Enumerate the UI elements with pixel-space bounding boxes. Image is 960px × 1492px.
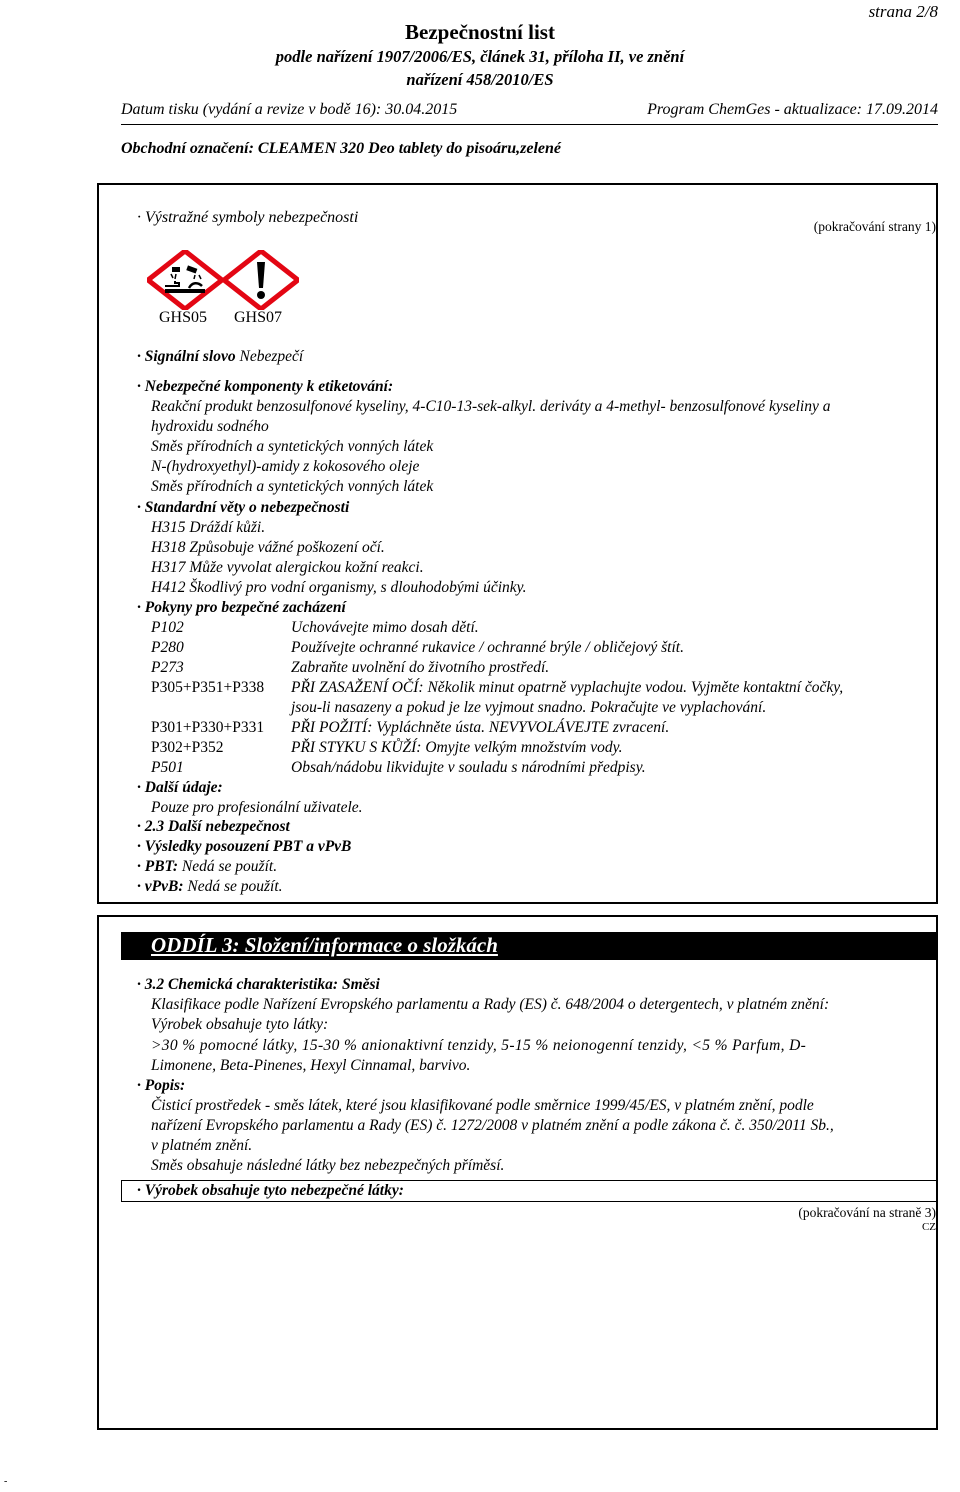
hazard-statements-label: · Standardní věty o nebezpečnosti bbox=[137, 499, 350, 516]
description-line: nařízení Evropského parlamentu a Rady (ES) č. 1272/2008 v platném znění a podle zákona č. č. 350/2011 Sb., bbox=[151, 1117, 834, 1134]
signal-word-row bbox=[137, 347, 303, 367]
precautionary-label: · Pokyny pro bezpečné zacházení bbox=[137, 599, 346, 616]
header-divider bbox=[121, 124, 938, 125]
regulation-line-1: podle nařízení 1907/2006/ES, článek 31, příloha II, ve znění bbox=[275, 47, 685, 66]
program-version: Program ChemGes - aktualizace: 17.09.2014 bbox=[647, 101, 938, 118]
precaution-code: P280 bbox=[151, 639, 184, 656]
other-hazards-heading: · 2.3 Další nebezpečnost bbox=[137, 818, 290, 835]
continuation-from-page-1: (pokračování strany 1) bbox=[813, 219, 936, 234]
vpvb-label: · vPvB: bbox=[137, 878, 184, 895]
component-line: Reakční produkt benzosulfonové kyseliny, 4-C10-13-sek-alkyl. deriváty a 4-methyl- benzosulfonové kyseliny a bbox=[151, 398, 831, 415]
page-footnote-mark: - bbox=[4, 1476, 8, 1487]
trade-name: Obchodní označení: CLEAMEN 320 Deo tablety do pisoáru,zelené bbox=[121, 140, 562, 157]
precaution-text: PŘI POŽITÍ: Vypláchněte ústa. NEVYVOLÁVEJTE zvracení. bbox=[291, 719, 670, 736]
precaution-text-continued: jsou-li nasazeny a pokud je lze vyjmout snadno. Pokračujte ve vyplachování. bbox=[291, 699, 767, 716]
precaution-code: P102 bbox=[151, 619, 184, 636]
component-line: hydroxidu sodného bbox=[151, 418, 269, 435]
page-number: strana 2/8 bbox=[868, 2, 938, 21]
signal-word-value: Nebezpečí bbox=[239, 348, 304, 365]
regulation-line-2: nařízení 458/2010/ES bbox=[406, 70, 554, 89]
hazard-statement: H318 Způsobuje vážné poškození očí. bbox=[151, 539, 385, 556]
exclamation-icon bbox=[223, 250, 299, 310]
precaution-code: P301+P330+P331 bbox=[151, 719, 265, 736]
signal-word-label: · Signální slovo bbox=[137, 348, 236, 365]
continuation-to-page-3: (pokračování na straně 3) bbox=[798, 1205, 936, 1220]
precaution-code: P302+P352 bbox=[151, 739, 224, 756]
hazard-statement: H315 Dráždí kůži. bbox=[151, 519, 266, 536]
section-3-title: ODDÍL 3: Složení/informace o složkách bbox=[151, 933, 498, 957]
precaution-text: PŘI STYKU S KŮŽÍ: Omyjte velkým množstvím vody. bbox=[291, 739, 623, 756]
hazard-statement: H412 Škodlivý pro vodní organismy, s dlouhodobými účinky. bbox=[151, 579, 527, 596]
pbt-row bbox=[137, 857, 277, 877]
vpvb-row bbox=[137, 877, 283, 897]
additional-info-text: Pouze pro profesionální uživatele. bbox=[151, 799, 363, 816]
description-line: Čisticí prostředek - směs látek, které jsou klasifikované podle směrnice 1999/45/ES, v platném znění, podle bbox=[151, 1097, 814, 1114]
description-line: v platném znění. bbox=[151, 1137, 253, 1154]
ghs07-label: GHS07 bbox=[234, 309, 283, 326]
hazard-statement: H317 Může vyvolat alergickou kožní reakci. bbox=[151, 559, 424, 576]
precaution-text: Používejte ochranné rukavice / ochranné brýle / obličejový štít. bbox=[291, 639, 684, 656]
pbt-label: · PBT: bbox=[137, 858, 179, 875]
component-line: Směs přírodních a syntetických vonných látek bbox=[151, 478, 434, 495]
chemical-characteristics-heading: · 3.2 Chemická charakteristika: Směsi bbox=[137, 976, 380, 993]
document-title: Bezpečnostní list bbox=[405, 20, 555, 44]
precaution-code: P501 bbox=[151, 759, 184, 776]
component-line: N-(hydroxyethyl)-amidy z kokosového oleje bbox=[151, 458, 420, 475]
description-label: · Popis: bbox=[137, 1077, 186, 1094]
composition-line: >30 % pomocné látky, 15-30 % anionaktivní tenzidy, 5-15 % neionogenní tenzidy, <5 % Parfum, D- bbox=[151, 1037, 807, 1054]
classification-text: Klasifikace podle Nařízení Evropského parlamentu a Rady (ES) č. 648/2004 o detergentech, v platném znění: bbox=[151, 996, 830, 1013]
description-line: Směs obsahuje následné látky bez nebezpečných příměsí. bbox=[151, 1157, 505, 1174]
precaution-text: Uchovávejte mimo dosah dětí. bbox=[291, 619, 479, 636]
precaution-code: P273 bbox=[151, 659, 184, 676]
components-label: · Nebezpečné komponenty k etiketování: bbox=[137, 378, 394, 395]
print-date: Datum tisku (vydání a revize v bodě 16): 30.04.2015 bbox=[121, 101, 458, 118]
pbt-value: Nedá se použít. bbox=[181, 858, 278, 875]
ghs05-label: GHS05 bbox=[159, 309, 208, 326]
component-line: Směs přírodních a syntetických vonných látek bbox=[151, 438, 434, 455]
composition-line: Limonene, Beta-Pinenes, Hexyl Cinnamal, barvivo. bbox=[151, 1057, 471, 1074]
precaution-code: P305+P351+P338 bbox=[151, 679, 265, 696]
hazardous-substances-heading: · Výrobek obsahuje tyto nebezpečné látky: bbox=[137, 1182, 404, 1199]
precaution-text: Zabraňte uvolnění do životního prostředí. bbox=[291, 659, 550, 676]
precaution-text: PŘI ZASAŽENÍ OČÍ: Několik minut opatrně vyplachujte vodou. Vyjměte kontaktní čočky, bbox=[291, 679, 844, 696]
precaution-text: Obsah/nádobu likvidujte v souladu s národními předpisy. bbox=[291, 759, 646, 776]
additional-info-label: · Další údaje: bbox=[137, 779, 223, 796]
language-code: CZ bbox=[921, 1221, 936, 1233]
corrosion-icon bbox=[147, 250, 223, 310]
vpvb-value: Nedá se použít. bbox=[187, 878, 283, 895]
pbt-results-heading: · Výsledky posouzení PBT a vPvB bbox=[137, 838, 352, 855]
warning-symbols-label: · Výstražné symboly nebezpečnosti bbox=[137, 209, 359, 226]
contains-text: Výrobek obsahuje tyto látky: bbox=[151, 1016, 329, 1033]
